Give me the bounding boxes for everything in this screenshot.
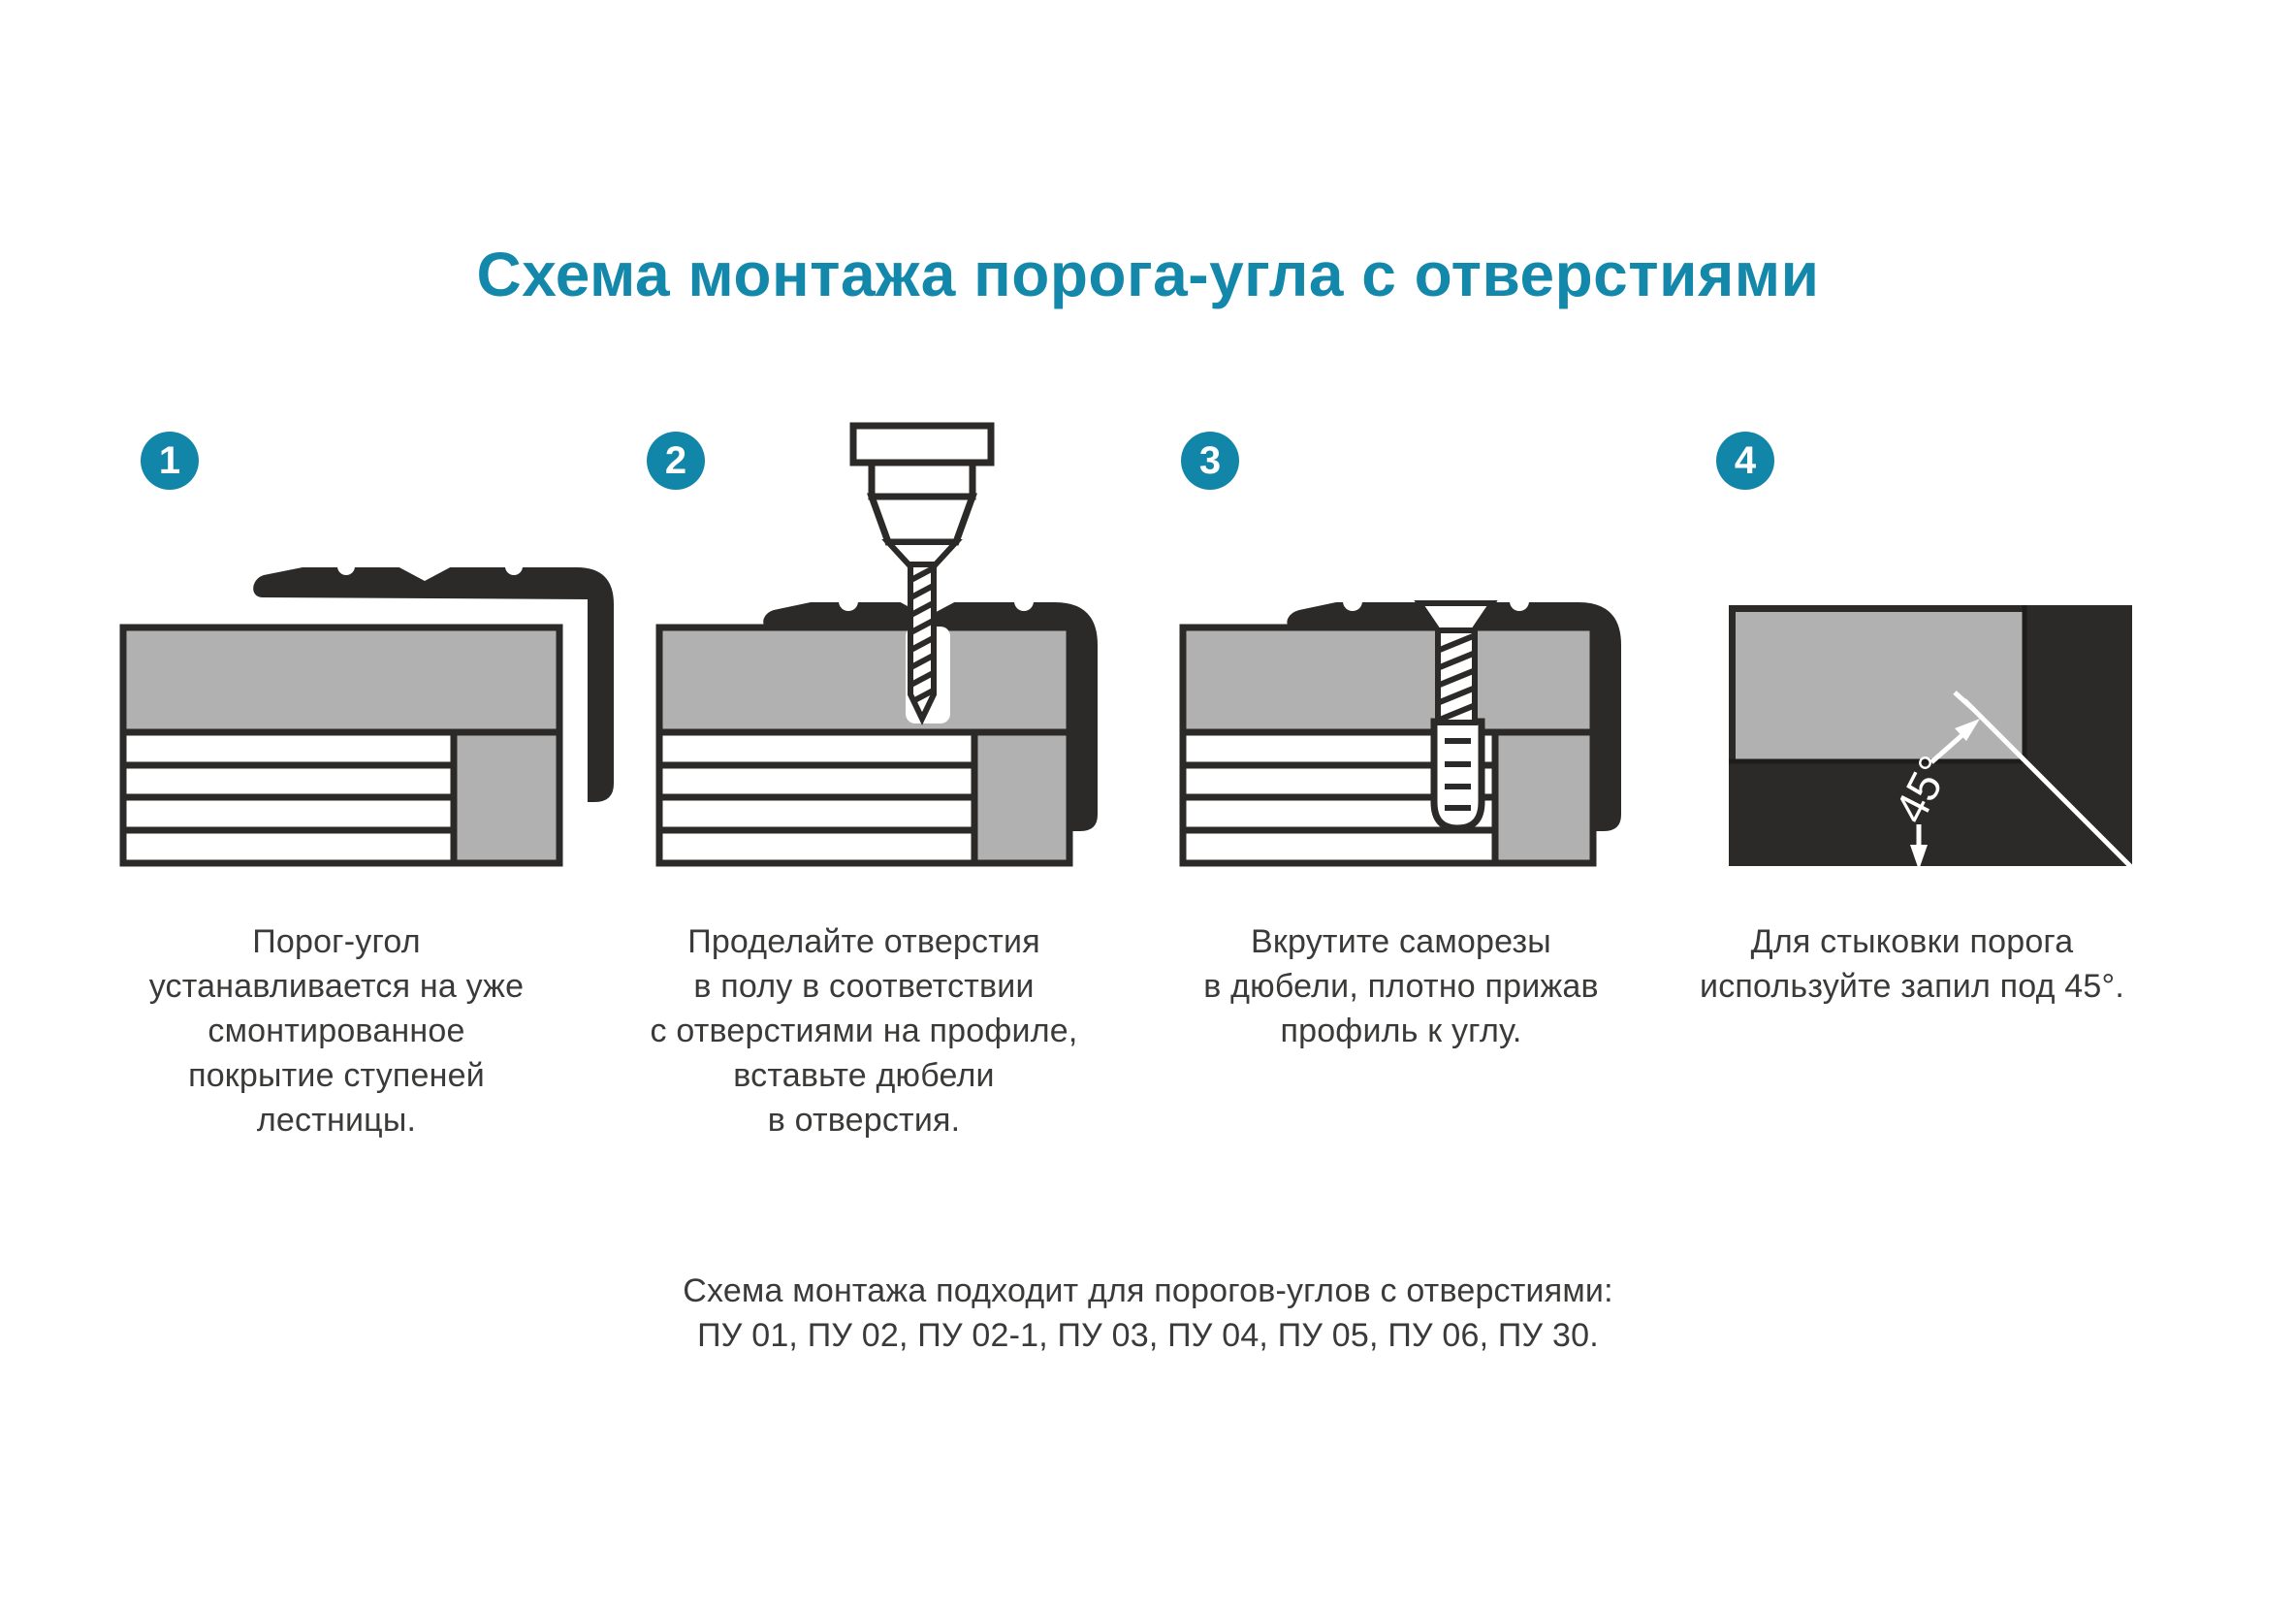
stair-step-shape (659, 627, 1069, 863)
stair-step-shape (1183, 627, 1593, 863)
stair-riser-block (1495, 732, 1593, 863)
caption-line: покрытие ступеней (188, 1057, 485, 1094)
step-3-number: 3 (1198, 438, 1222, 482)
step-4-number: 4 (1734, 438, 1757, 482)
profile-hole-notch (1014, 592, 1034, 611)
step-1-caption (36, 919, 637, 1142)
floor-surface (1736, 612, 2024, 759)
dowel-icon (1434, 722, 1482, 828)
step-4-illustration (1716, 417, 2230, 883)
step-2-illustration (640, 417, 1144, 883)
drill-body (853, 426, 991, 463)
stair-tread-covering (659, 627, 1069, 732)
angle-cut-diagram (1729, 605, 2132, 870)
profile-hole-notch (839, 592, 858, 611)
caption-line: в отверстия. (767, 1102, 961, 1139)
caption-line: Проделайте отверстия (687, 923, 1040, 960)
caption-line: Порог-угол (252, 923, 421, 960)
caption-line: смонтированное (207, 1013, 465, 1049)
stair-tread-covering (123, 627, 559, 732)
caption-line: вставьте дюбели (733, 1057, 995, 1094)
caption-line: с отверстиями на профиле, (650, 1013, 1078, 1049)
stair-riser-block (974, 732, 1069, 863)
page-title: Схема монтажа порога-угла с отверстиями (476, 240, 1820, 309)
caption-line: в дюбели, плотно прижав (1203, 968, 1599, 1005)
step-2-caption (563, 919, 1164, 1142)
drill-bit (908, 564, 937, 719)
stair-tread-covering (1183, 627, 1593, 732)
step-2-number: 2 (664, 438, 687, 482)
caption-line: лестницы. (256, 1102, 417, 1139)
caption-line: Для стыковки порога (1750, 923, 2074, 960)
profile-hole-notch (1510, 592, 1529, 611)
stair-riser-block (454, 732, 559, 863)
compatibility-note-line: Схема монтажа подходит для порогов-углов с отверстиями: (683, 1272, 1613, 1309)
caption-line: устанавливается на уже (148, 968, 525, 1005)
compatibility-note (0, 1269, 2296, 1358)
caption-line: Вкрутите саморезы (1251, 923, 1551, 960)
profile-hole-notch (337, 558, 355, 575)
step-4-caption (1611, 919, 2213, 1009)
dowel-body (1434, 722, 1482, 828)
compatibility-note-line: ПУ 01, ПУ 02, ПУ 02-1, ПУ 03, ПУ 04, ПУ 05, ПУ 06, ПУ 30. (697, 1317, 1599, 1354)
drill-chuck (872, 497, 973, 542)
profile-hole-notch (505, 558, 523, 575)
profile-hole-notch (1343, 592, 1362, 611)
caption-line: профиль к углу. (1280, 1013, 1522, 1049)
step-1-illustration (116, 417, 645, 883)
angle-label: 45° (1884, 747, 1961, 831)
caption-line: используйте запил под 45°. (1700, 968, 2124, 1005)
caption-line: в полу в соответствии (693, 968, 1035, 1005)
step-1-number: 1 (158, 438, 181, 482)
step-3-illustration (1164, 417, 1668, 883)
stair-step-shape (123, 627, 559, 863)
drill-collar (872, 463, 973, 497)
